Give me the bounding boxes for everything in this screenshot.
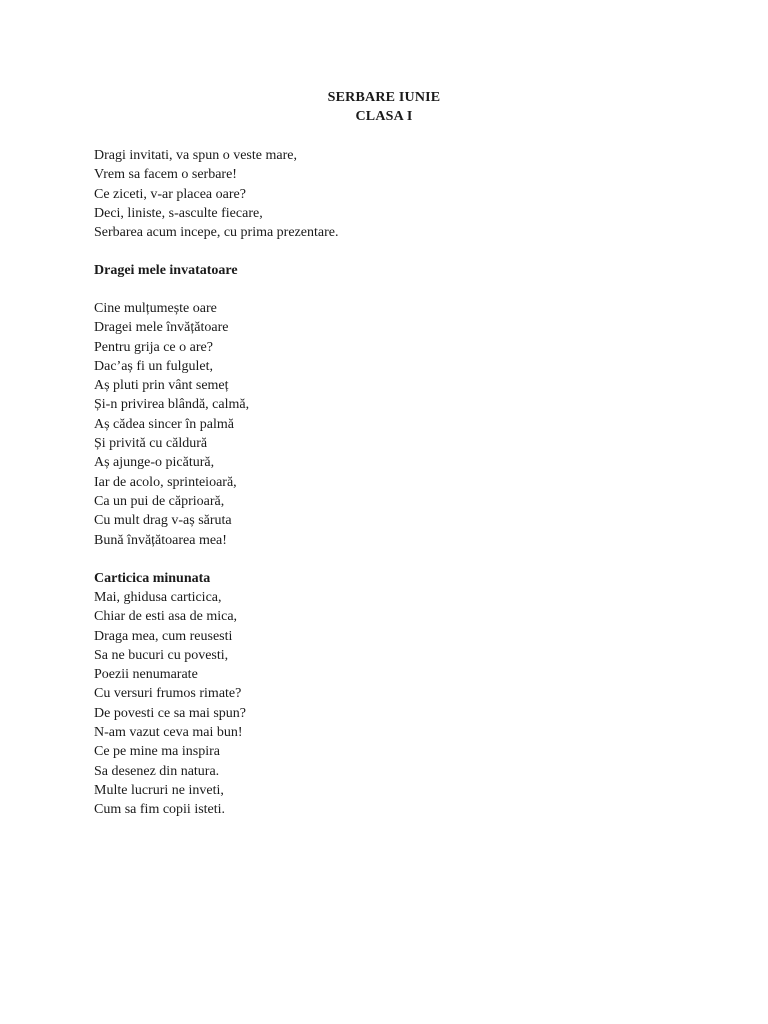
intro-stanza [94,146,338,242]
poem2-line: Ce pe mine ma inspira [94,744,220,760]
poem2-line: Draga mea, cum reusesti [94,628,233,644]
poem1-line: Dac’aș fi un fulgulet, [94,358,213,374]
intro-line: Dragi invitati, va spun o veste mare, [94,148,297,163]
intro-line: Deci, liniste, s-asculte fiecare, [94,205,263,221]
intro-line: Vrem sa facem o serbare! [94,167,237,183]
title-line-2: CLASA I [355,109,413,124]
poem2-body [94,588,246,820]
poem1-line: Și-n privirea blândă, calmă, [94,397,250,413]
poem1-line: Dragei mele învățătoare [94,320,229,336]
poem2-line: Mai, ghidusa carticica, [94,590,222,605]
poem1-heading: Dragei mele invatatoare [94,263,238,278]
poem1-line: Cine mulțumește oare [94,301,217,316]
poem1-line: Și privită cu căldură [94,436,208,452]
poem1-line: Ca un pui de căprioară, [94,493,225,509]
poem2-line: N-am vazut ceva mai bun! [94,725,243,741]
poem2-heading: Carticica minunata [94,571,211,586]
poem1-line: Bună învățătoarea mea! [94,532,227,548]
document-title [0,88,768,126]
poem2-line: Sa desenez din natura. [94,763,220,779]
poem2-line: Multe lucruri ne inveti, [94,782,224,798]
poem1-line: Aș cădea sincer în palmă [94,416,234,432]
poem1-line: Iar de acolo, sprinteioară, [94,474,237,490]
poem1-line: Cu mult drag v-aș săruta [94,513,232,529]
poem1-line: Pentru grija ce o are? [94,339,213,355]
poem1-line: Aș pluti prin vânt semeț [94,378,229,394]
poem1-body [94,299,249,550]
poem2-line: Cu versuri frumos rimate? [94,686,242,702]
poem2-line: Cum sa fim copii isteti. [94,802,226,818]
poem2-line: Poezii nenumarate [94,667,198,683]
intro-line: Serbarea acum incepe, cu prima prezentare. [94,225,339,241]
poem1-line: Aș ajunge-o picătură, [94,455,215,471]
poem2-line: Chiar de esti asa de mica, [94,609,238,625]
title-line-1: SERBARE IUNIE [327,90,441,105]
poem2-line: Sa ne bucuri cu povesti, [94,647,229,663]
poem2-line: De povesti ce sa mai spun? [94,705,247,721]
intro-line: Ce ziceti, v-ar placea oare? [94,186,246,202]
